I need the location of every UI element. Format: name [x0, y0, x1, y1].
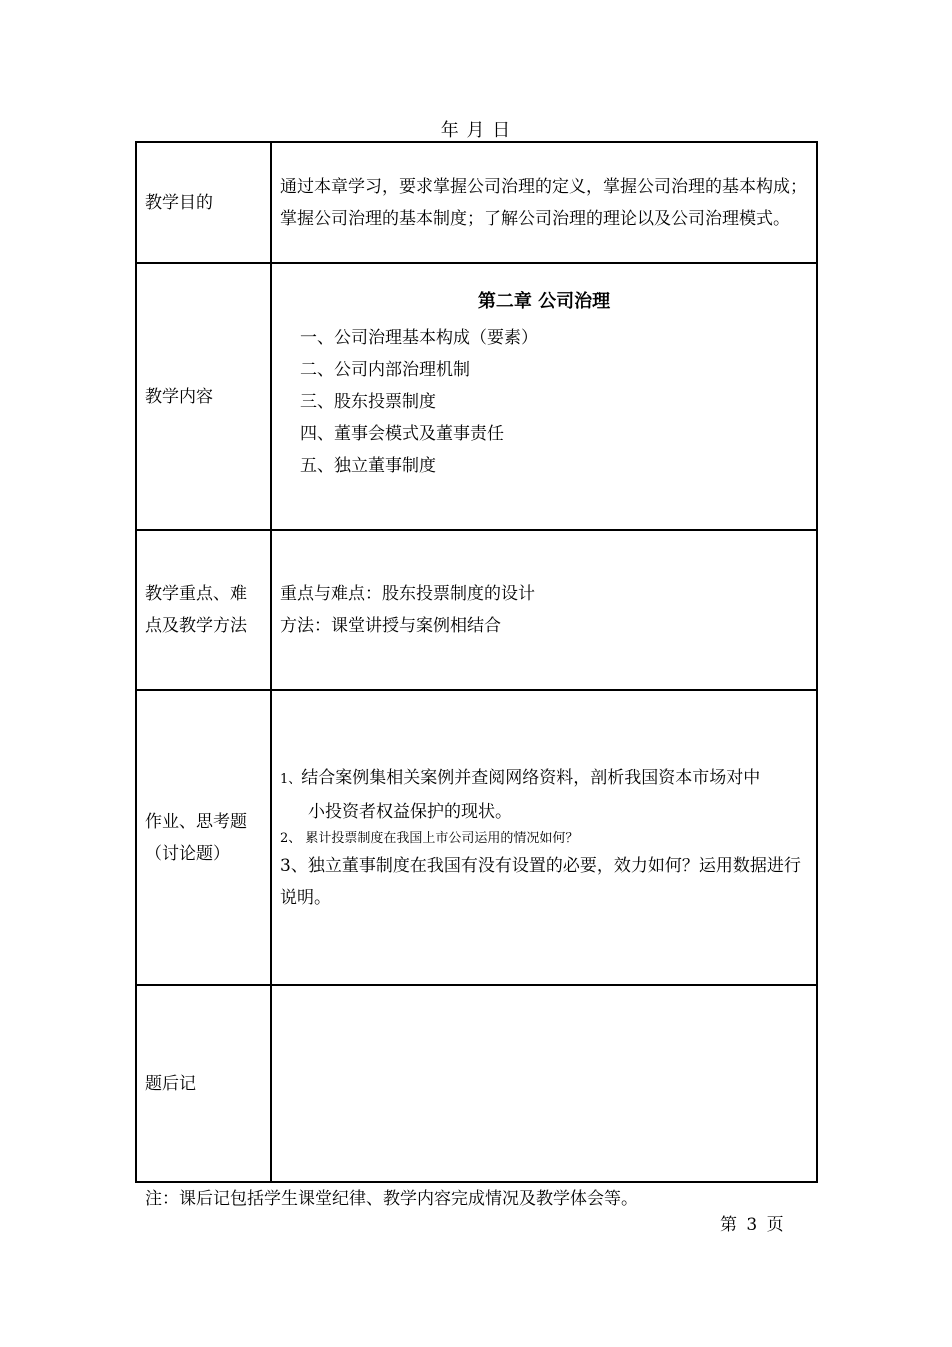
- page-number: 第 3 页: [720, 1215, 786, 1235]
- chapter-title: 第二章 公司治理: [477, 291, 611, 312]
- date-line: 年 月 日: [440, 120, 512, 141]
- content-item: 五、独立董事制度: [300, 456, 436, 476]
- row-label-postscript: 题后记: [136, 985, 271, 1182]
- homework-item-1-continued: 小投资者权益保护的现状。: [308, 801, 512, 822]
- row-label-homework: 作业、思考题（讨论题）: [136, 690, 271, 985]
- lesson-plan-table: [135, 141, 818, 1183]
- content-item: 一、公司治理基本构成（要素）: [300, 328, 538, 348]
- footer-note: 注：课后记包括学生课堂纪律、教学内容完成情况及教学体会等。: [145, 1189, 638, 1209]
- table-row-key-points: [136, 530, 817, 690]
- homework-cell: [271, 690, 817, 985]
- homework-item-3: 3、独立董事制度在我国有没有设置的必要，效力如何？运用数据进行说明。: [280, 855, 801, 908]
- objective-text: 通过本章学习，要求掌握公司治理的定义，掌握公司治理的基本构成；掌握公司治理的基本制度；了解公司治理的理论以及公司治理模式。: [271, 142, 817, 263]
- homework-item-2: 2、 累计投票制度在我国上市公司运用的情况如何？: [280, 830, 579, 846]
- table-row-content: [136, 263, 817, 530]
- homework-item-1: [280, 762, 808, 796]
- method-line: 方法：课堂讲授与案例相结合: [280, 616, 501, 636]
- content-cell: [271, 263, 817, 530]
- table-row-objective: [136, 142, 817, 263]
- postscript-cell: [271, 985, 817, 1182]
- row-label-content: 教学内容: [136, 263, 271, 530]
- homework-item-1-number: 1、: [280, 771, 302, 787]
- content-item: 四、董事会模式及董事责任: [300, 424, 504, 444]
- table-row-homework: [136, 690, 817, 985]
- row-label-key-points: 教学重点、难点及教学方法: [136, 530, 271, 690]
- key-points-cell: [271, 530, 817, 690]
- row-label-objective: 教学目的: [136, 142, 271, 263]
- table-row-postscript: [136, 985, 817, 1182]
- homework-item-1-text: 结合案例集相关案例并查阅网络资料，剖析我国资本市场对中: [301, 767, 761, 788]
- key-points-line: 重点与难点：股东投票制度的设计: [280, 584, 535, 604]
- content-item: 二、公司内部治理机制: [300, 360, 470, 380]
- content-item: 三、股东投票制度: [300, 392, 436, 412]
